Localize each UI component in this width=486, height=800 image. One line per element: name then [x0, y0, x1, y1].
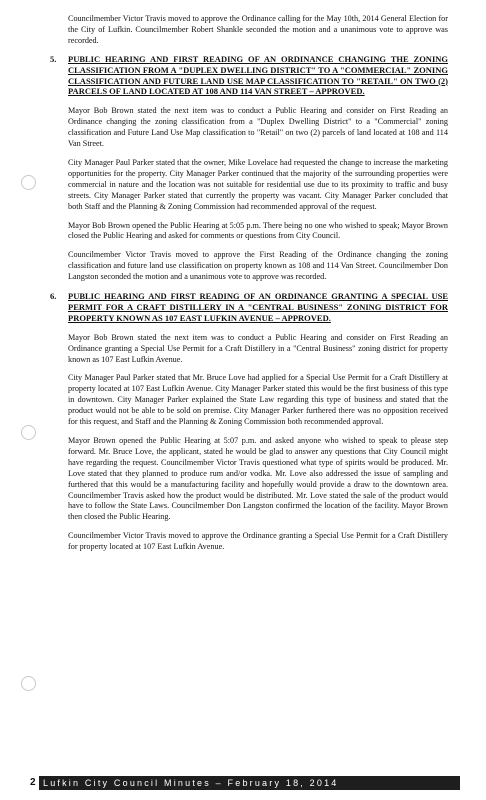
- agenda-item-number: 6.: [50, 291, 57, 302]
- agenda-item-heading: PUBLIC HEARING AND FIRST READING OF AN ORDINANCE CHANGING THE ZONING CLASSIFICATION FROM A "DUPLEX DWELLING DISTRICT" TO A "COMMERCIAL" ZONING CLASSIFICATION AND FUTURE LAND USE MAP CLASSIFICATION TO "RETAIL" ON TWO (2) PARCELS OF LAND LOCATED AT 108 AND 114 VAN STREET – APPROVED.: [68, 53, 448, 97]
- agenda-item-paragraph: Mayor Bob Brown opened the Public Hearing at 5:05 p.m. There being no one who wished to speak; Mayor Brown closed the Public Hearing and asked for comments or questions from City Council.: [68, 220, 448, 241]
- binder-hole-bottom: [21, 676, 36, 691]
- agenda-item-paragraph: Mayor Brown opened the Public Hearing at 5:07 p.m. and asked anyone who wished to speak to please step forward. Mr. Bruce Love, the applicant, stated he would be glad to answer any questions that City Council might have regarding the request. Councilmember Victor Travis questioned what type of spirits would be produced. Mr. Love stated that they planned to produce rum and/or vodka. Mr. Love also addressed the issue of sampling and furthered that this would be a manufacturing facility and hopefully would provide a draw to the downtown area. Councilmember Travis asked how the product would be distributed. Mr. Love stated the sale of the product would have to follow the State Laws. Councilmember Don Langston confirmed the location of the facility. Mayor Brown then closed the Public Hearing.: [68, 436, 448, 522]
- agenda-item-heading: PUBLIC HEARING AND FIRST READING OF AN ORDINANCE GRANTING A SPECIAL USE PERMIT FOR A CRAFT DISTILLERY IN A "CENTRAL BUSINESS" ZONING DISTRICT FOR PROPERTY KNOWN AS 107 EAST LUFKIN AVENUE – APPROVED.: [68, 291, 448, 323]
- agenda-item-paragraph: City Manager Paul Parker stated that Mr. Bruce Love had applied for a Special Use Permit for a Craft Distillery at property located at 107 East Lufkin Avenue. City Manager Parker stated this would be the first business of this type in downtown. City Manager Parker explained the State Law regarding this type of business and stated that the product would not be able to be sold on premise. City Manager Parker furthered there was no opposition received for this request, and Staff and the Planning & Zoning Commission both recommended approval.: [68, 373, 448, 427]
- agenda-item-paragraph: City Manager Paul Parker stated that the owner, Mike Lovelace had requested the change to increase the marketing opportunities for the property. City Manager Parker continued that the majority of the surrounding properties were commercial in nature and the location was not suitable for residential use due to its proximity to traffic and busy streets. City Manager Parker stated that currently the property was vacant. City Manager Parker concluded that both Staff and the Planning & Zoning Commission had recommended approval of the request.: [68, 157, 448, 211]
- binder-hole-top: [21, 175, 36, 190]
- footer-title-bar: Lufkin City Council Minutes – February 18, 2014: [39, 776, 460, 790]
- page-number: 2: [30, 777, 36, 788]
- intro-paragraph: Councilmember Victor Travis moved to approve the Ordinance calling for the May 10th, 2014 General Election for the City of Lufkin. Councilmember Robert Shankle seconded the motion and a unanimous vote to approve was recorded.: [68, 14, 448, 45]
- agenda-item-number: 5.: [50, 53, 57, 64]
- agenda-item-paragraph: Councilmember Victor Travis moved to approve the Ordinance granting a Special Use Permit for a Craft Distillery for property located at 107 East Lufkin Avenue.: [68, 531, 448, 552]
- agenda-item-6: [50, 291, 448, 553]
- agenda-item-paragraph: Councilmember Victor Travis moved to approve the First Reading of the Ordinance changing the zoning classification and future land use classification on property known as 108 and 114 Van Street. Councilmember Don Langston seconded the motion and a unanimous vote to approve was recorded.: [68, 250, 448, 282]
- agenda-item-paragraph: Mayor Bob Brown stated the next item was to conduct a Public Hearing and consider on First Reading an Ordinance changing the zoning classification from a "Duplex Dwelling District" to a "Commercial" zoning classification and Future Land Use Map classification to "Retail" on two (2) parcels of land located at 108 and 114 Van Street.: [68, 106, 448, 149]
- agenda-item-paragraph: Mayor Bob Brown stated the next item was to conduct a Public Hearing and consider on First Reading an Ordinance granting a Special Use Permit for a Craft Distillery in a "Central Business" zoning district for property known as 107 East Lufkin Avenue.: [68, 332, 448, 364]
- binder-hole-middle: [21, 425, 36, 440]
- page-footer: [30, 776, 460, 790]
- minutes-body: [50, 14, 448, 561]
- agenda-item-5: [50, 53, 448, 283]
